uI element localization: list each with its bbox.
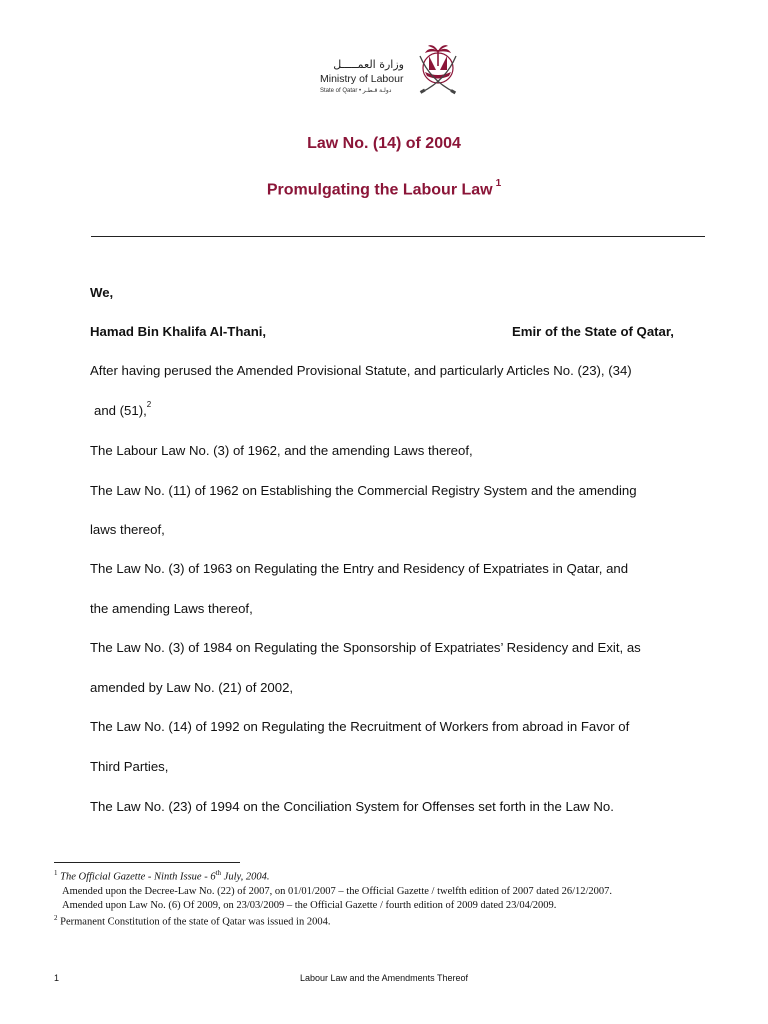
footnote-ref-2: 2 bbox=[146, 400, 152, 409]
footnote-divider bbox=[54, 862, 240, 863]
footnote-2 bbox=[54, 914, 330, 928]
signatory-name: Hamad Bin Khalifa Al-Thani, bbox=[90, 324, 267, 339]
ministry-logo bbox=[316, 44, 466, 100]
footnote-1-mark: 1 bbox=[54, 869, 58, 877]
logo-arabic-name: وزارة العمـــــل bbox=[333, 58, 404, 71]
running-footer-title: Labour Law and the Amendments Thereof bbox=[300, 973, 468, 983]
body-line: The Law No. (3) of 1963 on Regulating the Entry and Residency of Expatriates in Qatar, and bbox=[90, 561, 629, 576]
footnote-1 bbox=[54, 869, 269, 883]
footnote-1-line-2: Amended upon the Decree-Law No. (22) of 2007, on 01/01/2007 – the Official Gazette / twelfth edition of 2007 dated 26/12/2007. bbox=[62, 886, 613, 897]
law-subtitle: Promulgating the Labour Law bbox=[266, 181, 493, 199]
body-line: amended by Law No. (21) of 2002, bbox=[90, 680, 294, 695]
body-line: The Law No. (23) of 1994 on the Conciliation System for Offenses set forth in the Law No. bbox=[90, 799, 614, 814]
qatar-emblem-icon bbox=[416, 44, 460, 100]
footnote-1-text-a: The Official Gazette - Ninth Issue - 6 bbox=[60, 871, 216, 883]
page-number: 1 bbox=[54, 973, 60, 983]
body-line: and (51), bbox=[94, 403, 147, 418]
footnote-1-ordinal: th bbox=[215, 869, 222, 877]
we-line: We, bbox=[90, 285, 114, 300]
body-line: laws thereof, bbox=[90, 522, 165, 537]
law-subtitle-row bbox=[0, 180, 768, 199]
footnote-ref-1: 1 bbox=[495, 178, 502, 189]
signatory-title: Emir of the State of Qatar, bbox=[512, 324, 674, 339]
footnote-1-text-b: July, 2004. bbox=[221, 871, 270, 883]
footnote-1-line-3: Amended upon Law No. (6) Of 2009, on 23/03/2009 – the Official Gazette / fourth edition of 2009 dated 23/04/2009. bbox=[62, 900, 557, 911]
body-line: The Law No. (11) of 1962 on Establishing the Commercial Registry System and the amending bbox=[90, 483, 637, 498]
body-line: Third Parties, bbox=[90, 759, 169, 774]
footnote-2-text: Permanent Constitution of the state of Qatar was issued in 2004. bbox=[60, 916, 331, 928]
logo-english-name: Ministry of Labour bbox=[320, 73, 404, 85]
body-line: After having perused the Amended Provisional Statute, and particularly Articles No. (23), (34) bbox=[90, 363, 632, 378]
body-line: The Law No. (3) of 1984 on Regulating the Sponsorship of Expatriates’ Residency and Exit, as bbox=[90, 640, 641, 655]
law-title: Law No. (14) of 2004 bbox=[307, 135, 461, 152]
logo-subtitle: State of Qatar • دولـة قـطـر bbox=[320, 88, 392, 94]
body-line-with-note bbox=[94, 400, 152, 418]
body-line: The Labour Law No. (3) of 1962, and the amending Laws thereof, bbox=[90, 443, 473, 458]
body-line: the amending Laws thereof, bbox=[90, 601, 253, 616]
footnote-2-mark: 2 bbox=[54, 914, 58, 922]
heading-divider bbox=[91, 236, 705, 237]
body-line: The Law No. (14) of 1992 on Regulating the Recruitment of Workers from abroad in Favor of bbox=[90, 719, 630, 734]
